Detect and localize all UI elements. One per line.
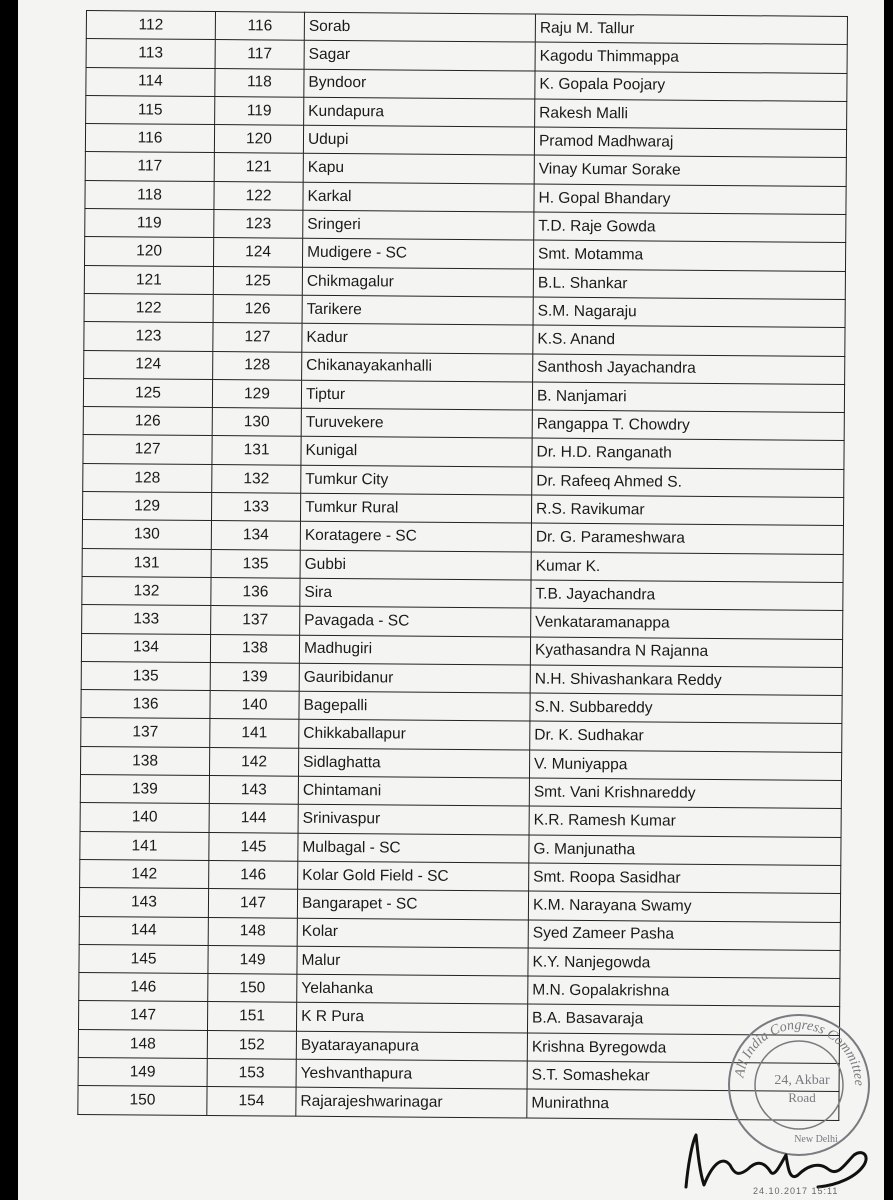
candidate-name-cell: Raju M. Tallur [535,14,847,45]
constituency-number-cell: 137 [211,606,300,635]
serial-number-cell: 137 [81,718,210,747]
constituency-name-cell: Turuvekere [301,408,532,438]
constituency-number-cell: 149 [208,945,297,974]
constituency-number-cell: 143 [209,776,298,805]
constituency-number-cell: 133 [211,493,300,522]
serial-number-cell: 114 [86,67,215,96]
constituency-name-cell: Byatarayanapura [296,1031,527,1061]
constituency-number-cell: 136 [211,577,300,606]
candidate-name-cell: Dr. K. Sudhakar [530,721,842,752]
constituency-name-cell: Sorab [304,12,535,42]
candidate-name-cell: G. Manjunatha [529,835,841,866]
constituency-number-cell: 122 [214,181,303,210]
constituency-name-cell: Chikanayakanhalli [302,352,533,382]
stamp-address-line1: 24, Akbar [774,1073,830,1088]
stamp-address-line2: Road [788,1090,816,1105]
constituency-name-cell: Yelahanka [297,974,528,1004]
serial-number-cell: 128 [83,463,212,492]
serial-number-cell: 120 [84,237,213,266]
candidate-name-cell: Smt. Vani Krishnareddy [529,778,841,809]
candidate-name-cell: Munirathna [527,1089,839,1120]
constituency-number-cell: 121 [214,153,303,182]
constituency-name-cell: Tarikere [302,295,533,325]
serial-number-cell: 127 [83,435,212,464]
constituency-name-cell: K R Pura [296,1003,527,1033]
constituency-number-cell: 120 [214,125,303,154]
constituency-number-cell: 129 [212,379,301,408]
constituency-name-cell: Gubbi [300,550,531,580]
serial-number-cell: 143 [79,888,208,917]
serial-number-cell: 129 [82,492,211,521]
constituency-name-cell: Pavagada - SC [300,606,531,636]
constituency-name-cell: Madhugiri [299,635,530,665]
candidate-name-cell: Krishna Byregowda [527,1033,839,1064]
serial-number-cell: 126 [83,407,212,436]
serial-number-cell: 136 [81,690,210,719]
serial-number-cell: 146 [79,973,208,1002]
constituency-name-cell: Mulbagal - SC [298,833,529,863]
constituency-name-cell: Rajarajeshwarinagar [296,1087,527,1117]
candidate-name-cell: N.H. Shivashankara Reddy [530,665,842,696]
constituency-name-cell: Kapu [303,154,534,184]
candidate-name-cell: S.T. Somashekar [527,1061,839,1092]
candidate-name-cell: Dr. Rafeeq Ahmed S. [532,467,844,498]
serial-number-cell: 150 [78,1086,207,1115]
serial-number-cell: 130 [82,520,211,549]
constituency-number-cell: 123 [214,210,303,239]
serial-number-cell: 138 [80,746,209,775]
constituency-name-cell: Sagar [304,41,535,71]
constituency-number-cell: 125 [213,266,302,295]
constituency-name-cell: Chintamani [298,776,529,806]
candidate-name-cell: R.S. Ravikumar [531,495,843,526]
candidate-name-cell: Vinay Kumar Sorake [534,156,846,187]
constituency-name-cell: Kunigal [301,437,532,467]
candidate-name-cell: K.R. Ramesh Kumar [529,806,841,837]
constituency-number-cell: 154 [207,1087,296,1116]
constituency-number-cell: 142 [209,747,298,776]
constituency-name-cell: Kundapura [304,97,535,127]
serial-number-cell: 148 [78,1029,207,1058]
constituency-name-cell: Yeshvanthapura [296,1059,527,1089]
constituency-name-cell: Malur [297,946,528,976]
constituency-name-cell: Byndoor [304,69,535,99]
constituency-name-cell: Kadur [302,323,533,353]
candidate-name-cell: K.S. Anand [533,325,845,356]
candidate-name-cell: Kagodu Thimmappa [535,42,847,73]
constituency-number-cell: 151 [207,1002,296,1031]
constituency-number-cell: 145 [209,832,298,861]
constituency-name-cell: Bagepalli [299,691,530,721]
candidate-name-cell: M.N. Gopalakrishna [528,976,840,1007]
serial-number-cell: 112 [86,11,215,40]
constituency-number-cell: 116 [215,12,304,41]
constituency-number-cell: 147 [208,889,297,918]
serial-number-cell: 147 [78,1001,207,1030]
constituency-name-cell: Srinivaspur [298,805,529,835]
candidate-name-cell: T.D. Raje Gowda [534,212,846,243]
constituency-name-cell: Kolar [297,918,528,948]
candidate-name-cell: Smt. Roopa Sasidhar [529,863,841,894]
constituency-number-cell: 134 [211,521,300,550]
constituency-name-cell: Tumkur City [301,465,532,495]
constituency-number-cell: 132 [212,464,301,493]
candidate-name-cell: B. Nanjamari [532,382,844,413]
candidate-name-cell: Pramod Madhwaraj [534,127,846,158]
candidate-name-cell: K.M. Narayana Swamy [528,891,840,922]
serial-number-cell: 134 [81,633,210,662]
constituency-number-cell: 148 [208,917,297,946]
candidate-table [77,10,848,1121]
constituency-name-cell: Kolar Gold Field - SC [298,861,529,891]
serial-number-cell: 115 [86,95,215,124]
constituency-number-cell: 138 [210,634,299,663]
candidate-name-cell: S.M. Nagaraju [533,297,845,328]
page-footer-text: 24.10.2017 15:11 [753,1186,839,1196]
constituency-name-cell: Mudigere - SC [302,239,533,269]
serial-number-cell: 119 [85,209,214,238]
constituency-name-cell: Koratagere - SC [300,522,531,552]
constituency-name-cell: Chikkaballapur [299,720,530,750]
constituency-number-cell: 144 [209,804,298,833]
constituency-number-cell: 131 [212,436,301,465]
constituency-name-cell: Bangarapet - SC [297,889,528,919]
constituency-number-cell: 118 [215,68,304,97]
candidate-name-cell: Rangappa T. Chowdry [532,410,844,441]
candidate-name-cell: Kumar K. [531,552,843,583]
constituency-name-cell: Tumkur Rural [300,493,531,523]
serial-number-cell: 118 [85,180,214,209]
constituency-name-cell: Gauribidanur [299,663,530,693]
serial-number-cell: 116 [85,124,214,153]
serial-number-cell: 133 [82,605,211,634]
serial-number-cell: 135 [81,661,210,690]
constituency-name-cell: Sidlaghatta [298,748,529,778]
constituency-number-cell: 117 [215,40,304,69]
candidate-name-cell: Syed Zameer Pasha [528,920,840,951]
candidate-name-cell: H. Gopal Bhandary [534,184,846,215]
constituency-name-cell: Karkal [303,182,534,212]
serial-number-cell: 142 [80,859,209,888]
serial-number-cell: 124 [84,350,213,379]
serial-number-cell: 123 [84,322,213,351]
constituency-number-cell: 146 [209,860,298,889]
constituency-number-cell: 140 [210,691,299,720]
constituency-number-cell: 128 [213,351,302,380]
serial-number-cell: 144 [79,916,208,945]
table-body [78,11,848,1121]
candidate-name-cell: Dr. H.D. Ranganath [532,438,844,469]
constituency-number-cell: 119 [215,96,304,125]
serial-number-cell: 121 [84,265,213,294]
candidate-name-cell: Kyathasandra N Rajanna [530,637,842,668]
serial-number-cell: 145 [79,944,208,973]
constituency-number-cell: 141 [210,719,299,748]
candidate-name-cell: Dr. G. Parameshwara [531,523,843,554]
stamp-address-line3: New Delhi [794,1134,838,1145]
candidate-name-cell: B.L. Shankar [533,269,845,300]
serial-number-cell: 141 [80,831,209,860]
constituency-number-cell: 152 [207,1030,296,1059]
serial-number-cell: 117 [85,152,214,181]
candidate-name-cell: V. Muniyappa [529,750,841,781]
candidate-name-cell: B.A. Basavaraja [527,1004,839,1035]
candidate-name-cell: T.B. Jayachandra [531,580,843,611]
constituency-number-cell: 124 [213,238,302,267]
candidate-name-cell: S.N. Subbareddy [530,693,842,724]
serial-number-cell: 149 [78,1057,207,1086]
signature-icon [678,1125,878,1195]
constituency-name-cell: Tiptur [301,380,532,410]
serial-number-cell: 125 [83,378,212,407]
constituency-number-cell: 139 [210,662,299,691]
serial-number-cell: 131 [82,548,211,577]
candidate-name-cell: K.Y. Nanjegowda [528,948,840,979]
constituency-number-cell: 127 [213,323,302,352]
constituency-number-cell: 153 [207,1058,296,1087]
constituency-number-cell: 150 [208,974,297,1003]
constituency-name-cell: Sira [300,578,531,608]
stamp-ring-text: All India Congress Committee [732,1017,867,1087]
serial-number-cell: 140 [80,803,209,832]
constituency-number-cell: 126 [213,294,302,323]
document-page [18,0,884,1200]
serial-number-cell: 113 [86,39,215,68]
candidate-name-cell: K. Gopala Poojary [535,71,847,102]
candidate-name-cell: Venkataramanappa [531,608,843,639]
candidate-name-cell: Santhosh Jayachandra [533,354,845,385]
constituency-name-cell: Sringeri [303,210,534,240]
constituency-name-cell: Udupi [303,125,534,155]
serial-number-cell: 132 [82,576,211,605]
serial-number-cell: 139 [80,774,209,803]
candidate-name-cell: Rakesh Malli [535,99,847,130]
constituency-name-cell: Chikmagalur [302,267,533,297]
constituency-number-cell: 130 [212,408,301,437]
serial-number-cell: 122 [84,293,213,322]
constituency-number-cell: 135 [211,549,300,578]
candidate-name-cell: Smt. Motamma [533,240,845,271]
